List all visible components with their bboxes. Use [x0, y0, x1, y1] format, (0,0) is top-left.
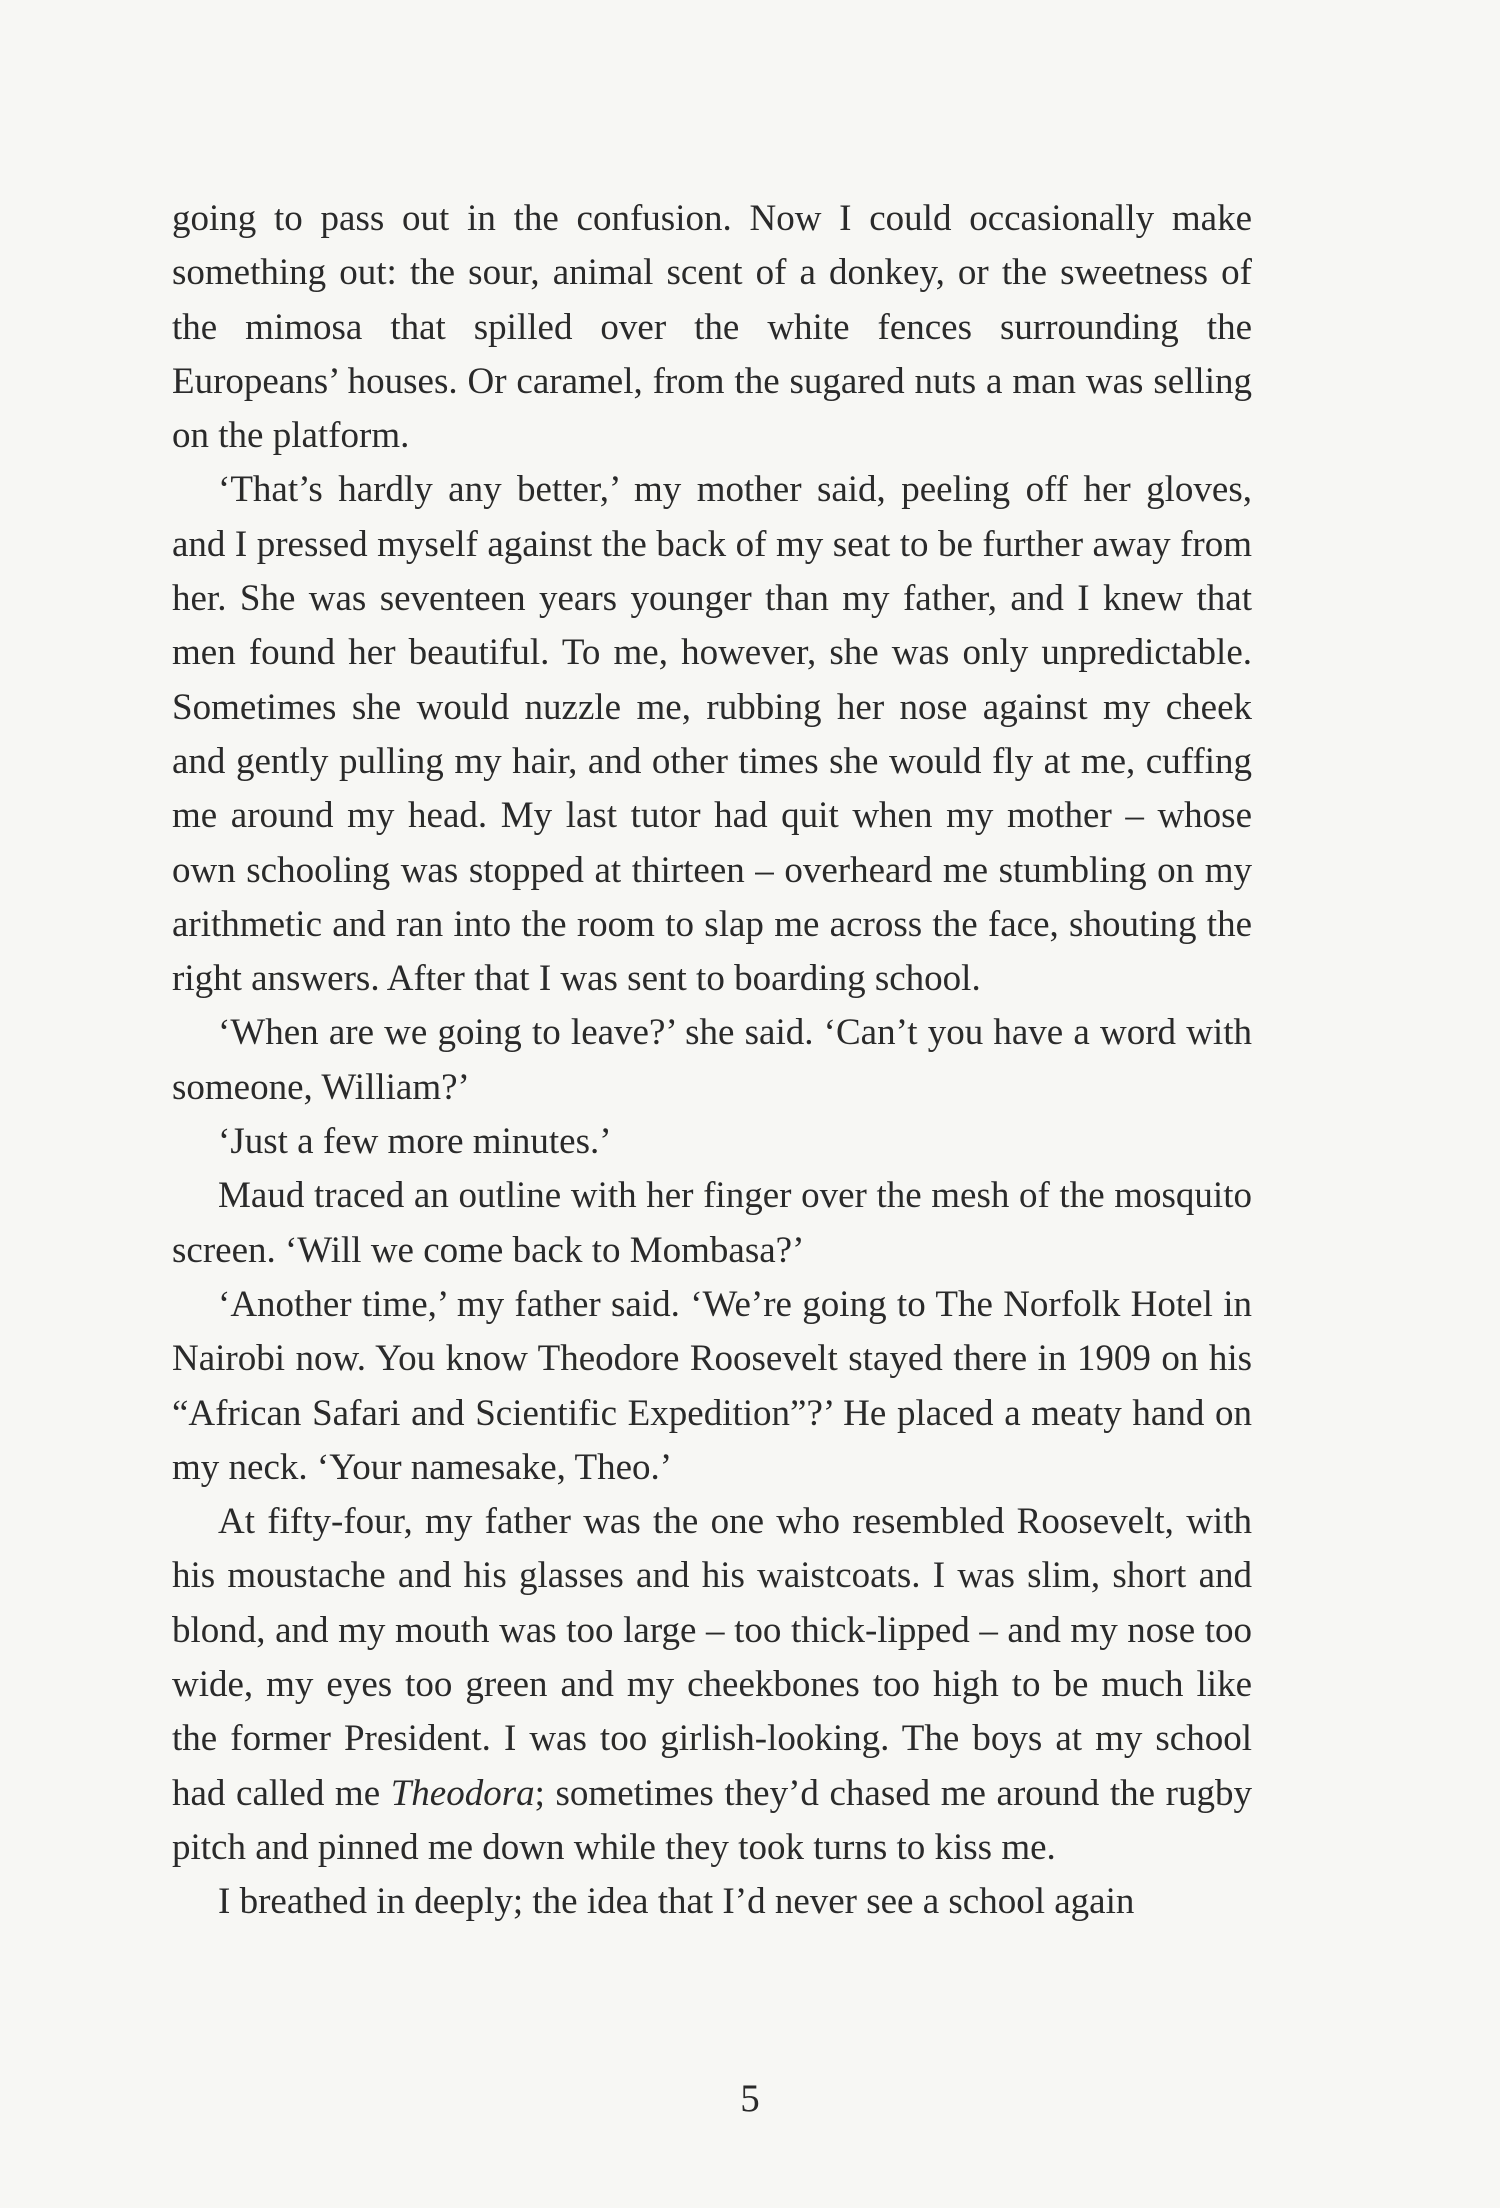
paragraph-8: I breathed in deeply; the idea that I’d never see a school again [218, 1881, 1135, 1923]
paragraph-5: Maud traced an outline with her finger over the mesh of the mosquito screen. ‘Will we come back to Mombasa?’ [172, 1175, 1252, 1271]
paragraph-6: ‘Another time,’ my father said. ‘We’re going to The Norfolk Hotel in Nairobi now. You know Theodore Roosevelt stayed there in 1909 on his “African Safari and Scientific Expedition”?’ He placed a meaty hand on my neck. ‘Your namesake, Theo.’ [172, 1283, 1252, 1488]
paragraph-4: ‘Just a few more minutes.’ [218, 1121, 612, 1163]
paragraph-1: going to pass out in the confusion. Now I could occasionally make something out: the sour, animal scent of a donkey, or the sweetness of the mimosa that spilled over the white fences surrounding the Europeans’ houses. Or caramel, from the sugared nuts a man was selling on the platform. [172, 198, 1252, 457]
paragraph-7-text-b: ; sometimes they’d chased me around the rugby pitch and pinned me down while they took turns to kiss me. [172, 1772, 1252, 1868]
page-number: 5 [740, 2077, 760, 2120]
paragraph-7-text-a: At fifty-four, my father was the one who resembled Roosevelt, with his moustache and his glasses and his waistcoats. I was slim, short and blond, and my mouth was too large – too thick-lipped – and my nose too wide, my eyes too green and my cheekbones too high to be much like the former President. I was too girlish-looking. The boys at my school had called me [172, 1501, 1252, 1814]
paragraph-3: ‘When are we going to leave?’ she said. ‘Can’t you have a word with someone, William?’ [172, 1012, 1252, 1108]
paragraph-7 [172, 1495, 1252, 1875]
body-text [172, 192, 1252, 1930]
nickname-italic: Theodora [390, 1772, 535, 1814]
paragraph-2: ‘That’s hardly any better,’ my mother said, peeling off her gloves, and I pressed myself against the back of my seat to be further away from her. She was seventeen years younger than my father, and I knew that men found her beautiful. To me, however, she was only unpredictable. Sometimes she would nuzzle me, rubbing her nose against my cheek and gently pulling my hair, and other times she would fly at me, cuffing me around my head. My last tutor had quit when my mother – whose own schooling was stopped at thirteen – overheard me stumbling on my arithmetic and ran into the room to slap me across the face, shouting the right answers. After that I was sent to boarding school. [172, 469, 1252, 1000]
